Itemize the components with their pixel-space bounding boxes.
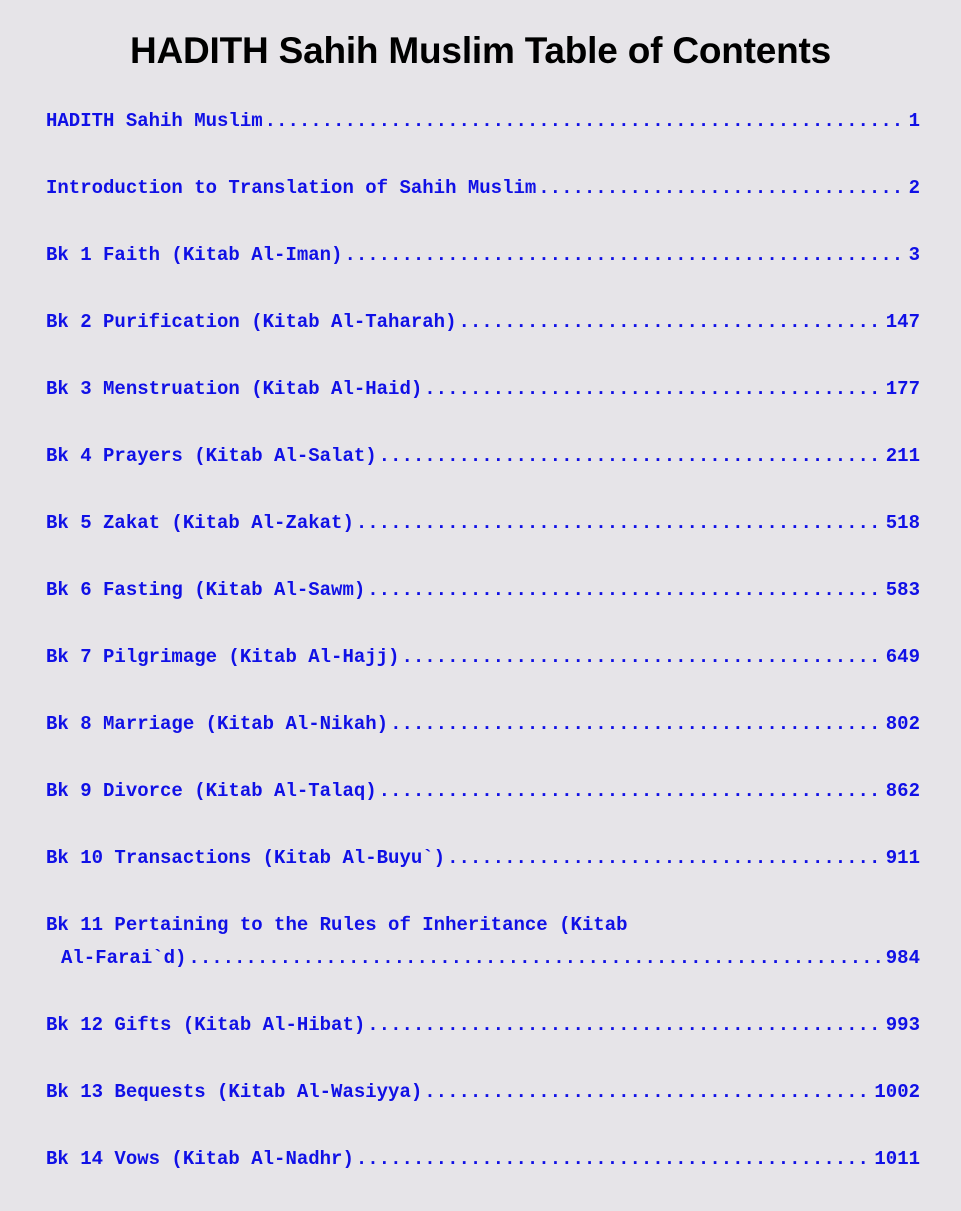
toc-entry-label: Bk 12 Gifts (Kitab Al-Hibat) (46, 1014, 366, 1036)
dot-leader (424, 374, 884, 404)
toc-entry-label: Bk 3 Menstruation (Kitab Al-Haid) (46, 378, 423, 400)
toc-entry-page: 3 (908, 244, 920, 266)
dot-leader (538, 173, 906, 203)
dot-leader (447, 843, 884, 873)
dot-leader (188, 943, 883, 973)
dot-leader (401, 642, 883, 672)
toc-entry-label: Bk 5 Zakat (Kitab Al-Zakat) (46, 512, 354, 534)
toc-entry-page: 518 (885, 512, 920, 534)
toc-entry-label: Introduction to Translation of Sahih Muslim (46, 177, 537, 199)
toc-entry-bk-12[interactable] (46, 1010, 920, 1077)
toc-entry-label: Bk 7 Pilgrimage (Kitab Al-Hajj) (46, 646, 400, 668)
toc-entry-page: 1 (908, 110, 920, 132)
toc-entry-bk-4[interactable] (46, 441, 920, 508)
dot-leader (379, 441, 884, 471)
toc-entry-page: 862 (885, 780, 920, 802)
toc-entry-label: HADITH Sahih Muslim (46, 110, 263, 132)
dot-leader (344, 240, 906, 270)
toc-entry-bk-6[interactable] (46, 575, 920, 642)
toc-entry-bk-1[interactable] (46, 240, 920, 307)
toc-entry-page: 993 (885, 1014, 920, 1036)
page-title: HADITH Sahih Muslim Table of Contents (129, 30, 832, 71)
toc-entry-hadith-sahih-muslim[interactable] (46, 106, 920, 173)
toc-entry-page: 177 (885, 378, 920, 400)
toc-entry-label: Bk 1 Faith (Kitab Al-Iman) (46, 244, 343, 266)
toc-list (46, 106, 920, 1211)
toc-entry-introduction[interactable] (46, 173, 920, 240)
dot-leader (356, 508, 884, 538)
dot-leader (265, 106, 907, 136)
toc-entry-bk-11[interactable] (46, 910, 920, 1010)
dot-leader (367, 575, 884, 605)
toc-entry-label-cont: Al-Farai`d) (61, 947, 187, 969)
toc-entry-label: Bk 11 Pertaining to the Rules of Inheritance (Kitab (46, 914, 628, 936)
toc-entry-page: 911 (885, 847, 920, 869)
dot-leader (424, 1077, 872, 1107)
toc-entry-page: 802 (885, 713, 920, 735)
toc-entry-page: 583 (885, 579, 920, 601)
toc-entry-page: 211 (885, 445, 920, 467)
dot-leader (379, 776, 884, 806)
toc-entry-page: 2 (908, 177, 920, 199)
toc-entry-page: 147 (885, 311, 920, 333)
toc-entry-page: 649 (885, 646, 920, 668)
toc-entry-label: Bk 13 Bequests (Kitab Al-Wasiyya) (46, 1081, 423, 1103)
toc-entry-bk-14[interactable] (46, 1144, 920, 1211)
toc-entry-label: Bk 4 Prayers (Kitab Al-Salat) (46, 445, 377, 467)
toc-entry-label: Bk 14 Vows (Kitab Al-Nadhr) (46, 1148, 354, 1170)
toc-entry-page: 1002 (874, 1081, 920, 1103)
toc-entry-label: Bk 9 Divorce (Kitab Al-Talaq) (46, 780, 377, 802)
toc-entry-bk-9[interactable] (46, 776, 920, 843)
toc-entry-bk-10[interactable] (46, 843, 920, 910)
toc-entry-bk-5[interactable] (46, 508, 920, 575)
dot-leader (367, 1010, 884, 1040)
toc-entry-label: Bk 10 Transactions (Kitab Al-Buyu`) (46, 847, 446, 869)
toc-entry-bk-3[interactable] (46, 374, 920, 441)
dot-leader (458, 307, 883, 337)
toc-entry-bk-2[interactable] (46, 307, 920, 374)
dot-leader (390, 709, 884, 739)
toc-entry-bk-13[interactable] (46, 1077, 920, 1144)
toc-entry-bk-8[interactable] (46, 709, 920, 776)
toc-entry-continuation (46, 943, 920, 973)
dot-leader (356, 1144, 873, 1174)
toc-entry-label: Bk 8 Marriage (Kitab Al-Nikah) (46, 713, 389, 735)
toc-entry-page: 984 (885, 947, 920, 969)
toc-entry-page: 1011 (874, 1148, 920, 1170)
toc-entry-label: Bk 2 Purification (Kitab Al-Taharah) (46, 311, 457, 333)
toc-entry-bk-7[interactable] (46, 642, 920, 709)
toc-entry-label: Bk 6 Fasting (Kitab Al-Sawm) (46, 579, 366, 601)
